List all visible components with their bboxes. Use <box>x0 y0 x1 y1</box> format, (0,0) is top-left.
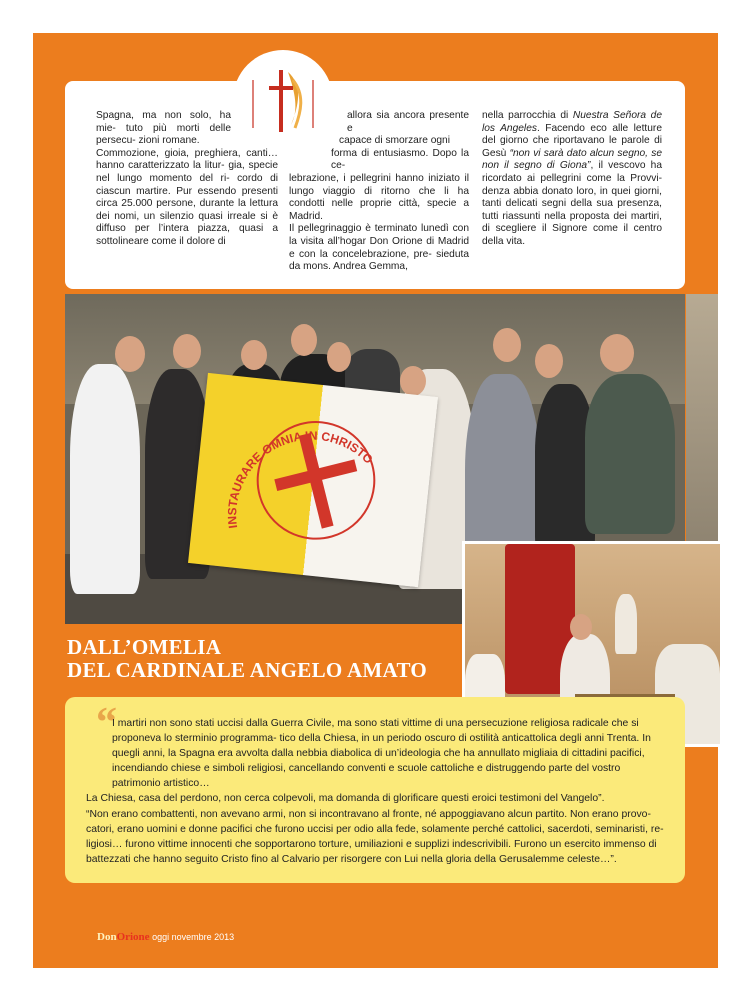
homily-quote <box>86 716 671 867</box>
paragraph: Il pellegrinaggio è terminato lunedì con la visita all’hogar Don Orione di Madrid e con la concelebrazione, pre- sieduta da mons. Andrea Gemma, <box>289 223 469 273</box>
brand-name: Orione <box>116 931 150 943</box>
paragraph: lebrazione, i pellegrini hanno iniziato il lungo viaggio di ritorno che li ha condotti nelle proprie città, specie a Madrid. <box>289 172 469 222</box>
instaurare-flag <box>188 373 438 587</box>
person-head <box>115 336 145 372</box>
person-head <box>400 366 426 396</box>
quote-paragraph: “Non erano combattenti, non avevano armi, non si incontravano al fronte, né appoggiavano alcun partito. Non erano provo- catori, erano uomini e donne pacifici che furono uccisi per odio alla fede, solamente perché cattolici, sacerdoti, seminaristi, re- ligiosi… furono vittime innocenti che sopportarono torture, umiliazioni e supplizi indescrivibili. Furono un esercito immenso di battezzati che hanno seguito Cristo fino al Calvario per risorgere con Lui nella gloria della Gerusalemme celeste…”. <box>86 808 664 865</box>
person-head <box>493 328 521 362</box>
issue-date: novembre 2013 <box>171 932 235 942</box>
text: . Facendo eco alle letture del giorno che riportavano le parole di Gesù <box>482 122 662 159</box>
priest-head <box>570 614 592 640</box>
text-line: forma di entusiasmo. Dopo la ce- <box>331 147 469 172</box>
person-head <box>173 334 201 368</box>
text-line: allora sia ancora presente e <box>347 110 469 134</box>
italic-quote: “non vi sarà dato alcun segno, se non il segno di Giona” <box>482 147 662 172</box>
quote-paragraph-text: I martiri non sono stati uccisi dalla Guerra Civile, ma sono stati vittime di una persecuzione religiosa radicale che si proponeva lo sterminio programma- tico della Chiesa, in un periodo oscuro di ostilità anticattolica degli anni Trenta. In quegli anni, la Spagna era avvolta dalla nebbia diabolica di un’ideologia che ha annullato migliaia di cittadini pacifici, incendiando chiese e simboli religiosi, cancellando conventi e scuole cattoliche e distruggendo parte del vostro patrimonio artistico… <box>112 718 651 790</box>
flag-text: INSTAURARE OMNIA IN CHRISTO <box>225 428 376 530</box>
person-head <box>535 344 563 378</box>
section-heading <box>67 636 427 682</box>
person-head <box>327 342 351 372</box>
person-head <box>600 334 634 372</box>
article-column-3 <box>482 110 662 249</box>
quote-mark-icon: “ <box>96 700 117 746</box>
quote-paragraph <box>86 716 671 791</box>
text: nella parrocchia di <box>482 110 573 121</box>
paragraph: Spagna, ma non solo, ha mie- tuto più morti delle persecu- zioni romane. <box>96 110 231 147</box>
paragraph: Commozione, gioia, preghiera, canti… hanno caratterizzato la litur- gia, specie nel lungo momento del ri- cordo di ciascun martire. Pur essendo presenti circa 25.000 persone, durante la lettura dei nomi, un silenzio quasi irreale si è diffuso per l’intera piazza, quasi a sottolineare come il dolore di <box>96 147 278 247</box>
person-head <box>241 340 267 370</box>
footer <box>97 931 234 943</box>
quote-paragraph: La Chiesa, casa del perdono, non cerca colpevoli, ma domanda di glorificare questi eroici testimoni del Vangelo”. <box>86 793 605 805</box>
brand-name: Don <box>97 931 117 943</box>
article-column-1 <box>96 110 278 249</box>
italic-text: Nuestra Señora de los Angeles <box>482 110 662 134</box>
person <box>70 364 140 594</box>
photo-edge <box>686 294 718 544</box>
person-head <box>291 324 317 356</box>
text: , il vescovo ha ricordato ai pellegrini come la Provvi- denza abbia donato loro, in quei giorni, tanti delicati segni della sua presenza, tutti riassunti nella proposta dei martiri, di scegliere il Signore come il centro della vita. <box>482 160 663 247</box>
paragraph <box>482 110 662 249</box>
statue <box>615 594 637 654</box>
article-column-2 <box>289 110 469 274</box>
person <box>585 374 675 534</box>
issue-label: oggi <box>152 932 170 942</box>
text-line: capace di smorzare ogni <box>339 135 450 147</box>
heading-line: DEL CARDINALE ANGELO AMATO <box>67 658 428 682</box>
heading-line: DALL’OMELIA <box>67 635 222 659</box>
flag-emblem <box>188 373 438 587</box>
